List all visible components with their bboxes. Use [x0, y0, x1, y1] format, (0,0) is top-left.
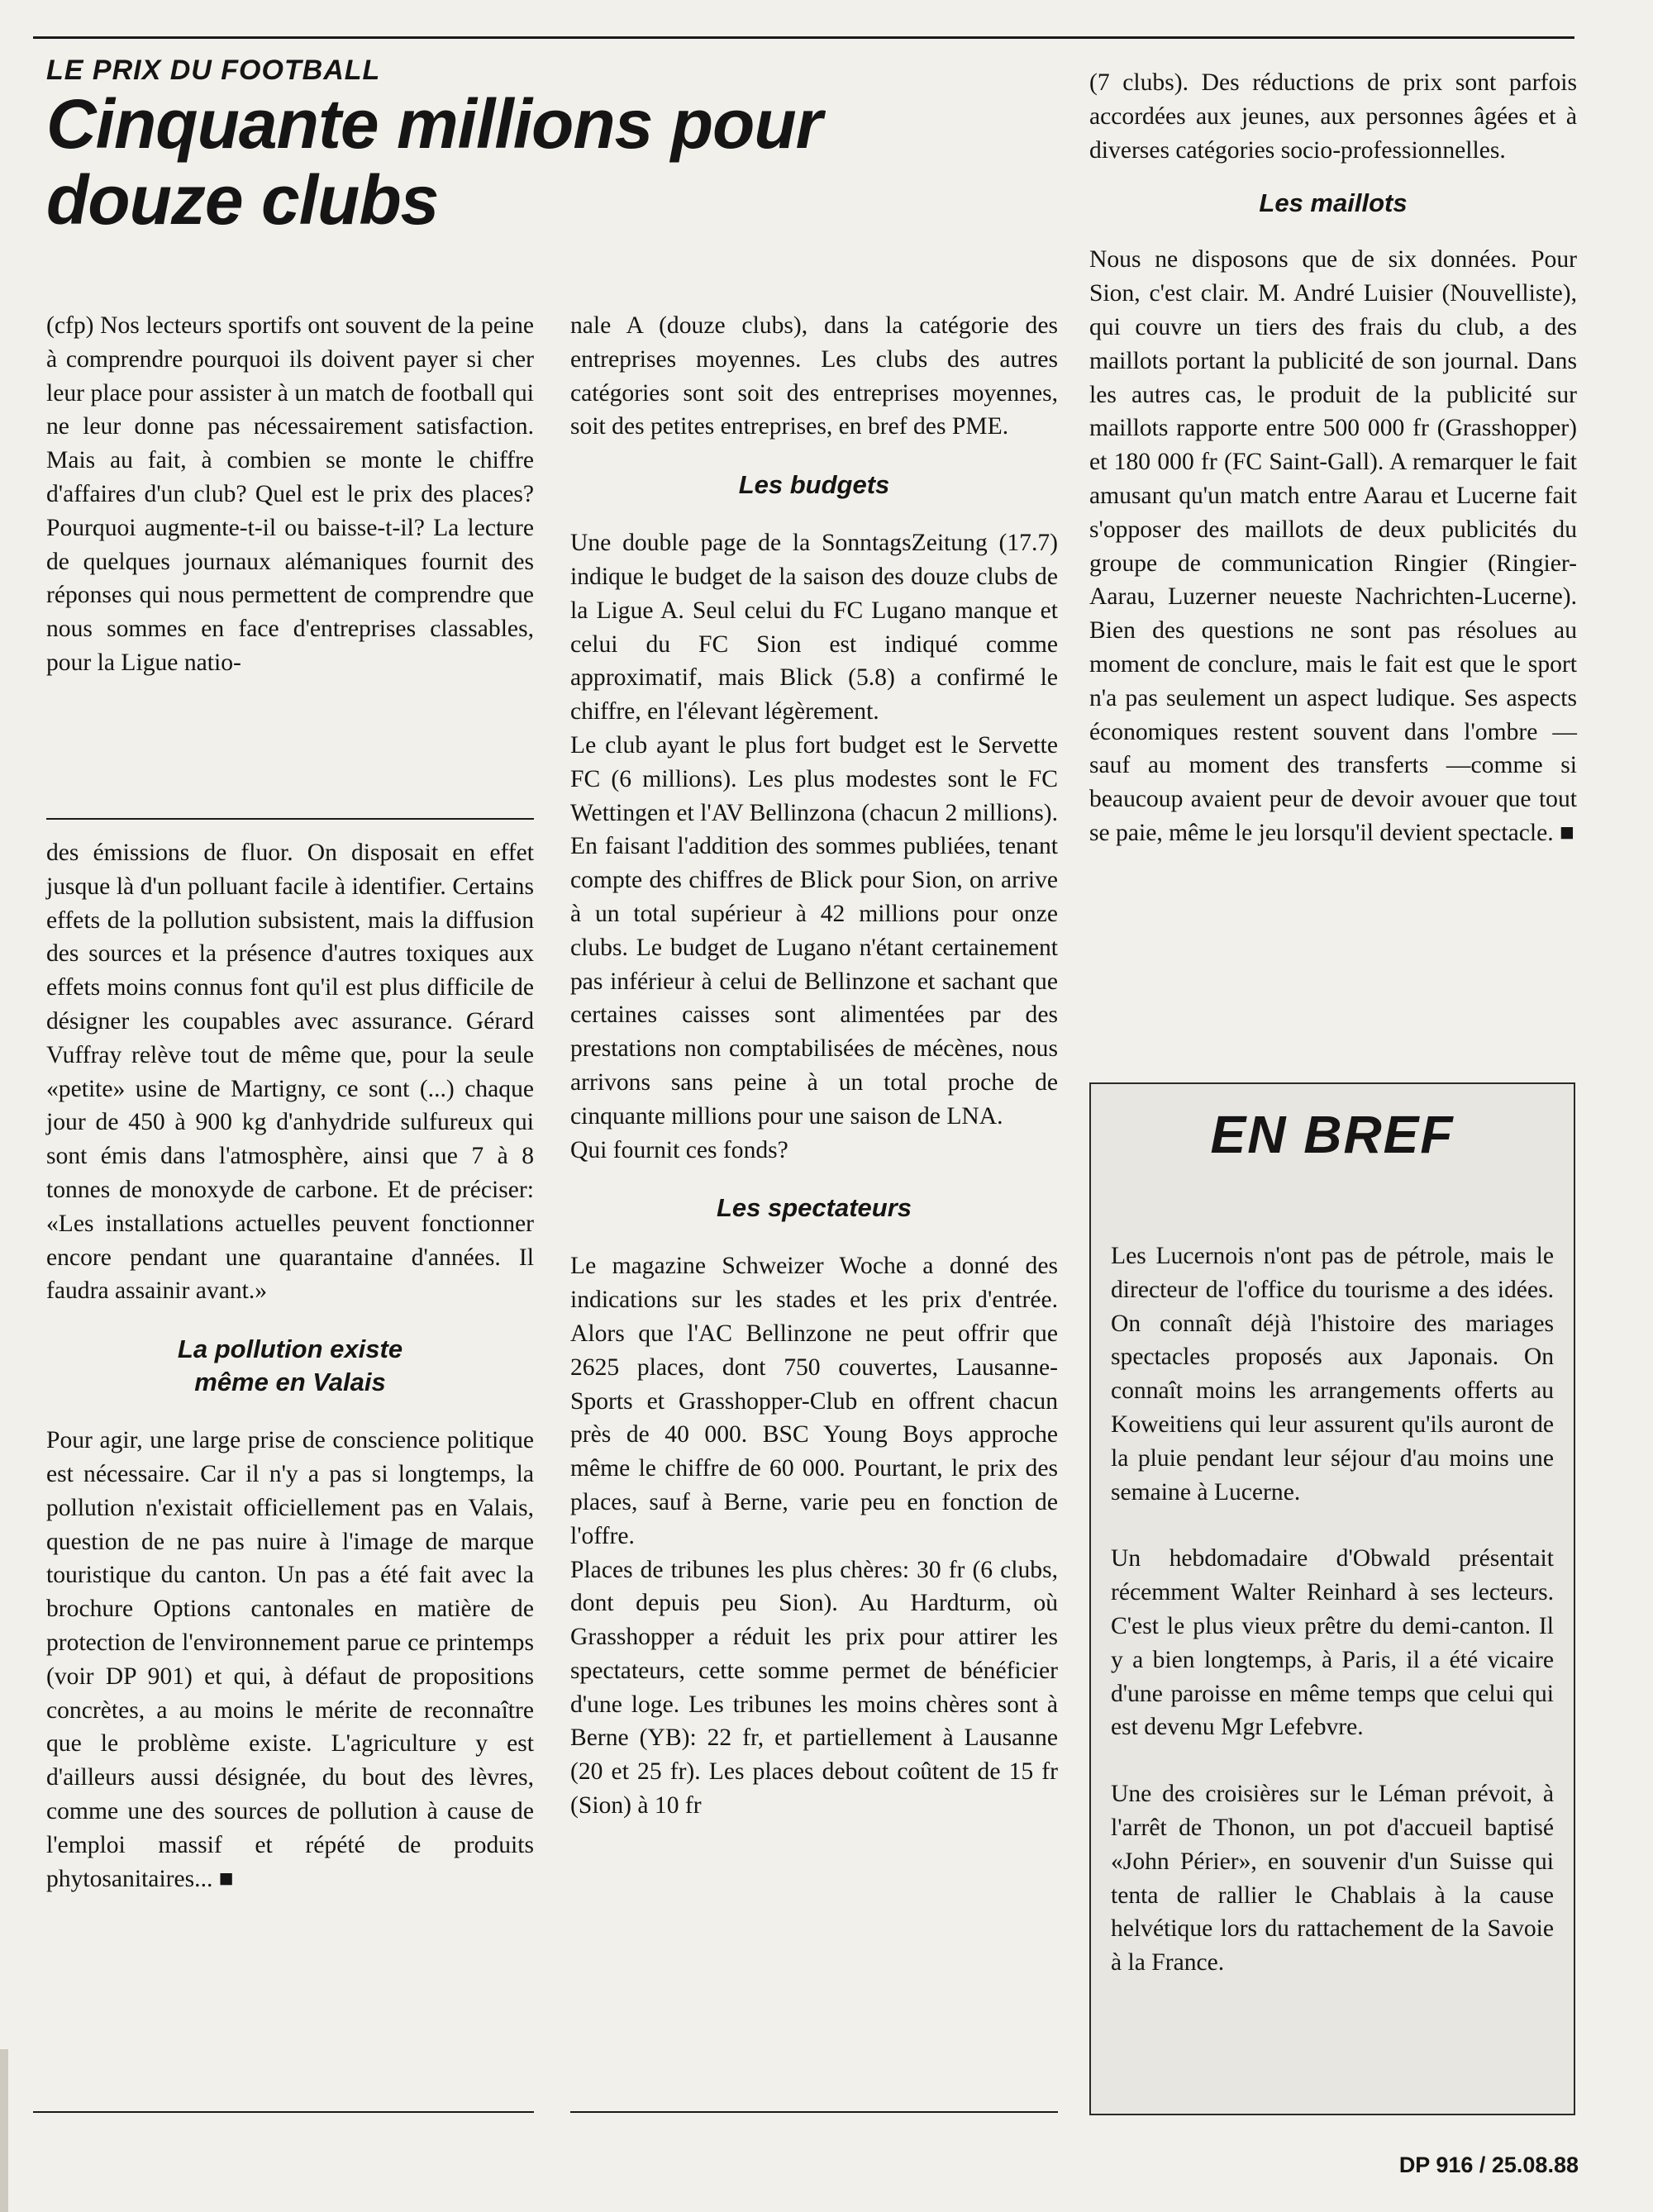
binding-edge — [0, 2049, 8, 2212]
pollution-subhead — [46, 1333, 534, 1399]
spectateurs-paragraph-1: Le magazine Schweizer Woche a donné des indications sur les stades et les prix d'entrée. Alors que l'AC Bellinzone ne peut offrir que 2625 places, dont 750 couvertes, Lausanne-Sports et Grasshopper-Club en offrent chacun près de 40 000. BSC Young Boys approche même le chiffre de 60 000. Pourtant, le prix des places, sauf à Berne, varie peu en fonction de l'offre. — [570, 1253, 1058, 1549]
column-rule — [570, 2111, 1058, 2113]
article-col2 — [570, 309, 1058, 1823]
article-col3-lead: (7 clubs). Des réductions de prix sont parfois accordées aux jeunes, aux personnes âgées et à diverses catégories socio-professionnelles. — [1089, 69, 1577, 164]
budgets-paragraph-1: Une double page de la SonntagsZeitung (17.7) indique le budget de la saison des douze clubs de la Ligue A. Seul celui du FC Lugano manque et celui du FC Sion est indiqué comme approximatif, mais Blick (5.8) a confirmé le chiffre, en l'élevant légèrement. — [570, 530, 1058, 725]
spectateurs-paragraph-2: Places de tribunes les plus chères: 30 fr (6 clubs, dont depuis peu Sion). Au Hardturm, où Grasshopper a réduit les prix pour attirer les spectateurs, cette somme permet de bénéficier d'une loge. Les tribunes les moins chères sont à Berne (YB): 22 fr, et partiellement à Lausanne (20 et 25 fr). Les places debout coûtent de 15 fr (Sion) à 10 fr — [570, 1556, 1058, 1820]
en-bref-body — [1111, 1239, 1554, 1980]
en-bref-item: Un hebdomadaire d'Obwald présentait récemment Walter Reinhard à ses lecteurs. C'est le plus vieux prêtre du demi-canton. Il y a bien longtemps, à Paris, il a été vicaire d'une paroisse en même temps que celui qui est devenu Mgr Lefebvre. — [1111, 1545, 1554, 1741]
en-bref-box — [1089, 1082, 1575, 2115]
en-bref-title: EN BREF — [1210, 1105, 1455, 1164]
pollution-col — [46, 836, 534, 1896]
subhead-spectateurs: Les spectateurs — [716, 1193, 912, 1223]
budgets-paragraph-2: Le club ayant le plus fort budget est le Servette FC (6 millions). Les plus modestes sont le FC Wettingen et l'AV Bellinzona (chacun 2 millions). En faisant l'addition des sommes publiées, tenant compte des chiffres de Blick pour Sion, on arrive à un total supérieur à 42 millions pour onze clubs. Le budget de Lugano n'étant certainement pas inférieur à celui de Bellinzone et sachant que certaines caisses sont alimentées par des prestations non comptabilisées de mécènes, nous arrivons sans peine à un total proche de cinquante millions pour une saison de LNA. — [570, 731, 1058, 1130]
subhead-budgets: Les budgets — [738, 470, 890, 500]
pollution-intro: des émissions de fluor. On disposait en effet jusque là d'un polluant facile à identifier. Certains effets de la pollution subsistent, mais la diffusion des sources et la présence d'autres toxiques aux effets moins connus font qu'il est plus difficile de désigner les coupables avec assurance. Gérard Vuffray relève tout de même que, pour la seule «petite» usine de Martigny, ce sont (...) chaque jour de 450 à 900 kg d'anhydride sulfureux qui sont émis dans l'atmosphère, ainsi que 7 à 8 tonnes de monoxyde de carbone. Et de préciser: «Les installations actuelles peuvent fonctionner encore pendant une quarantaine d'années. Il faudra assainir avant.» — [46, 840, 534, 1305]
page-footer: DP 916 / 25.08.88 — [1398, 2153, 1579, 2177]
pollution-subhead-line2: même en Valais — [194, 1368, 386, 1397]
budgets-paragraph-3: Qui fournit ces fonds? — [570, 1136, 788, 1163]
top-rule — [33, 36, 1574, 39]
maillots-paragraph: Nous ne disposons que de six données. Pour Sion, c'est clair. M. André Luisier (Nouvelliste), qui couvre un tiers des frais du club, a des maillots portant la publicité de son journal. Dans les autres cas, le produit de la publicité sur maillots rapporte entre 500 000 fr (Grasshopper) et 180 000 fr (FC Saint-Gall). A remarquer le fait amusant qu'un match entre Aarau et Lucerne fait s'opposer des maillots de deux publicités du groupe de communication Ringier (Ringier-Aarau, Luzerner neueste Nachrichten-Lucerne). Bien des questions ne sont pas résolues au moment de conclure, mais le fait est que le sport n'a pas seulement un aspect ludique. Ses aspects économiques restent souvent dans l'ombre — sauf au moment des transferts —comme si beaucoup avaient peur de devoir avouer que tout se paie, même le jeu lorsqu'il devient spectacle. ■ — [1089, 246, 1577, 846]
pollution-subhead-line1: La pollution existe — [177, 1334, 403, 1364]
article-col1 — [46, 309, 534, 680]
en-bref-item: Une des croisières sur le Léman prévoit, à l'arrêt de Thonon, un pot d'accueil baptisé «John Périer», en souvenir d'un Suisse qui tenta de rallier le Chablais à la cause helvétique lors du rattachement de la Savoie à la France. — [1111, 1781, 1554, 1977]
article-lead: (cfp) Nos lecteurs sportifs ont souvent de la peine à comprendre pourquoi ils doivent payer si cher leur place pour assister à un match de football qui ne leur donne pas nécessairement satisfaction. Mais au fait, à combien se monte le chiffre d'affaires d'un club? Quel est le prix des places? Pourquoi augmente-t-il ou baisse-t-il? La lecture de quelques journaux alémaniques fournit des réponses qui nous permettent de comprendre que nous sommes en face d'entreprises classables, pour la Ligue natio- — [46, 312, 534, 676]
subhead-maillots: Les maillots — [1259, 188, 1408, 218]
article-kicker: LE PRIX DU FOOTBALL — [46, 55, 381, 86]
article-headline: Cinquante millions pour douze clubs — [46, 85, 822, 239]
column-rule — [33, 2111, 534, 2113]
article-col3 — [1089, 66, 1577, 850]
article-col2-lead: nale A (douze clubs), dans la catégorie des entreprises moyennes. Les clubs des autres catégories sont soit des entreprises moyennes, soit des petites entreprises, en bref des PME. — [570, 312, 1058, 440]
column-rule — [46, 818, 534, 820]
en-bref-item: Les Lucernois n'ont pas de pétrole, mais le directeur de l'office du tourisme a des idées. On connaît déjà l'histoire des mariages spectacles proposés aux Japonais. On connaît moins les arrangements offerts au Koweitiens qui leur assurent qu'ils auront de la pluie pendant leur séjour d'au moins une semaine à Lucerne. — [1111, 1243, 1554, 1506]
pollution-body: Pour agir, une large prise de conscience politique est nécessaire. Car il n'y a pas si longtemps, la pollution n'existait officiellement pas en Valais, question de ne pas nuire à l'image de marque touristique du canton. Un pas a été fait avec la brochure Options cantonales en matière de protection de l'environnement parue ce printemps (voir DP 901) et qui, à défaut de propositions concrètes, a au moins le mérite de reconnaître que le problème existe. L'agriculture y est d'ailleurs aussi désignée, du bout des lèvres, comme une des sources de pollution à cause de l'emploi massif et répété de produits phytosanitaires... ■ — [46, 1427, 534, 1892]
